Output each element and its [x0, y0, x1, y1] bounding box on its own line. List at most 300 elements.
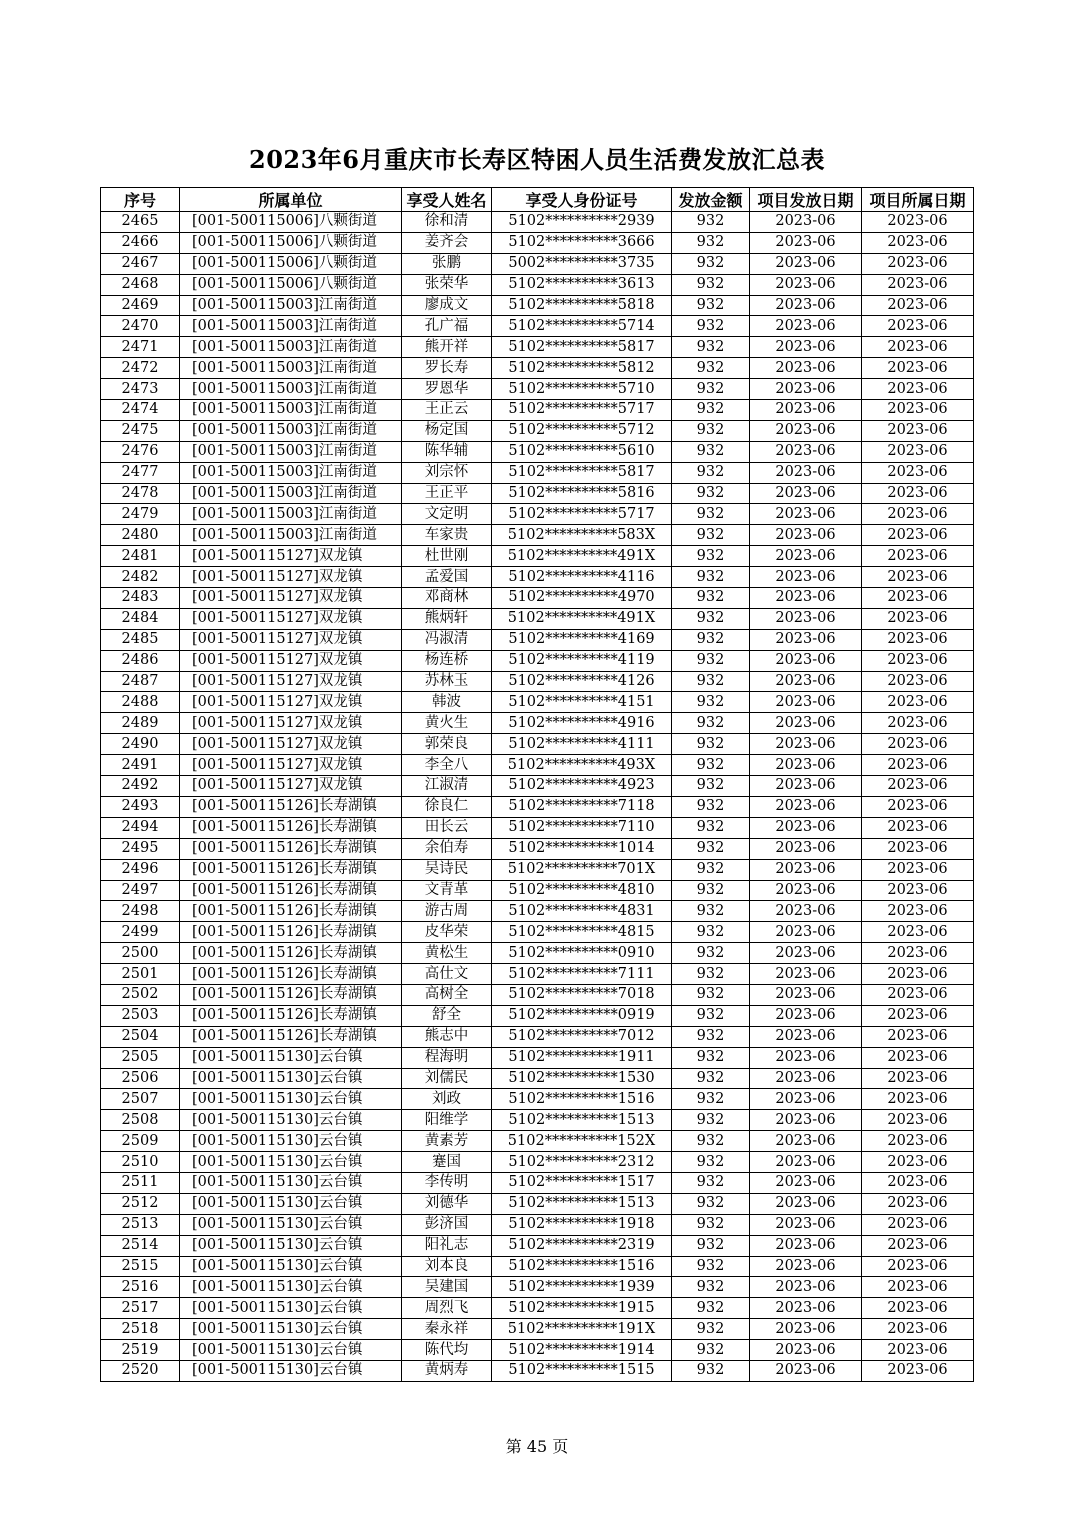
period-date-cell: 2023-06 [862, 1026, 974, 1047]
period-date-cell: 2023-06 [862, 400, 974, 421]
name-cell: 游古周 [402, 901, 492, 922]
serial-cell: 2520 [101, 1360, 180, 1381]
serial-cell: 2480 [101, 525, 180, 546]
id-number-cell: 5102**********1911 [492, 1047, 672, 1068]
table-row [101, 755, 974, 776]
unit-cell: [001-500115130]云台镇 [180, 1360, 402, 1381]
amount-cell: 932 [672, 629, 750, 650]
unit-cell: [001-500115126]长寿湖镇 [180, 1005, 402, 1026]
unit-cell: [001-500115126]长寿湖镇 [180, 838, 402, 859]
serial-cell: 2466 [101, 232, 180, 253]
table-row [101, 1172, 974, 1193]
serial-cell: 2489 [101, 713, 180, 734]
payment-date-cell: 2023-06 [750, 734, 862, 755]
id-number-cell: 5102**********491X [492, 546, 672, 567]
unit-cell: [001-500115130]云台镇 [180, 1319, 402, 1340]
id-number-cell: 5102**********1513 [492, 1193, 672, 1214]
serial-cell: 2491 [101, 755, 180, 776]
serial-cell: 2482 [101, 567, 180, 588]
name-cell: 罗恩华 [402, 379, 492, 400]
unit-cell: [001-500115130]云台镇 [180, 1131, 402, 1152]
amount-cell: 932 [672, 1110, 750, 1131]
table-row [101, 1026, 974, 1047]
amount-cell: 932 [672, 337, 750, 358]
payment-date-cell: 2023-06 [750, 1298, 862, 1319]
unit-cell: [001-500115126]长寿湖镇 [180, 964, 402, 985]
amount-cell: 932 [672, 1235, 750, 1256]
amount-cell: 932 [672, 462, 750, 483]
period-date-cell: 2023-06 [862, 525, 974, 546]
serial-cell: 2488 [101, 692, 180, 713]
id-number-cell: 5102**********5817 [492, 337, 672, 358]
unit-cell: [001-500115127]双龙镇 [180, 546, 402, 567]
payment-date-cell: 2023-06 [750, 1152, 862, 1173]
id-number-cell: 5102**********7018 [492, 984, 672, 1005]
name-cell: 周烈飞 [402, 1298, 492, 1319]
table-row [101, 1193, 974, 1214]
payment-date-cell: 2023-06 [750, 964, 862, 985]
amount-cell: 932 [672, 671, 750, 692]
period-date-cell: 2023-06 [862, 671, 974, 692]
payment-date-cell: 2023-06 [750, 1131, 862, 1152]
name-cell: 张鹏 [402, 253, 492, 274]
table-row [101, 337, 974, 358]
id-number-cell: 5102**********5717 [492, 400, 672, 421]
amount-cell: 932 [672, 796, 750, 817]
unit-cell: [001-500115127]双龙镇 [180, 608, 402, 629]
serial-cell: 2496 [101, 859, 180, 880]
unit-cell: [001-500115127]双龙镇 [180, 734, 402, 755]
amount-cell: 932 [672, 212, 750, 233]
serial-cell: 2503 [101, 1005, 180, 1026]
serial-cell: 2484 [101, 608, 180, 629]
serial-cell: 2510 [101, 1152, 180, 1173]
payment-date-cell: 2023-06 [750, 588, 862, 609]
id-number-cell: 5102**********1918 [492, 1214, 672, 1235]
serial-cell: 2519 [101, 1340, 180, 1361]
serial-cell: 2513 [101, 1214, 180, 1235]
unit-cell: [001-500115126]长寿湖镇 [180, 796, 402, 817]
table-row [101, 316, 974, 337]
id-number-cell: 5102**********4970 [492, 588, 672, 609]
unit-cell: [001-500115003]江南街道 [180, 420, 402, 441]
period-date-cell: 2023-06 [862, 1089, 974, 1110]
header-payment-date: 项目发放日期 [750, 188, 862, 212]
serial-cell: 2470 [101, 316, 180, 337]
amount-cell: 932 [672, 901, 750, 922]
payment-date-cell: 2023-06 [750, 817, 862, 838]
amount-cell: 932 [672, 567, 750, 588]
payment-date-cell: 2023-06 [750, 379, 862, 400]
payment-date-cell: 2023-06 [750, 212, 862, 233]
period-date-cell: 2023-06 [862, 943, 974, 964]
payment-date-cell: 2023-06 [750, 1360, 862, 1381]
serial-cell: 2468 [101, 274, 180, 295]
payment-date-cell: 2023-06 [750, 358, 862, 379]
id-number-cell: 5102**********4111 [492, 734, 672, 755]
id-number-cell: 5102**********2312 [492, 1152, 672, 1173]
table-row [101, 713, 974, 734]
name-cell: 皮华荣 [402, 922, 492, 943]
table-row [101, 212, 974, 233]
period-date-cell: 2023-06 [862, 880, 974, 901]
table-row [101, 943, 974, 964]
id-number-cell: 5102**********1915 [492, 1298, 672, 1319]
id-number-cell: 5102**********1914 [492, 1340, 672, 1361]
id-number-cell: 5102**********7012 [492, 1026, 672, 1047]
id-number-cell: 5102**********493X [492, 755, 672, 776]
table-row [101, 1005, 974, 1026]
name-cell: 彭济国 [402, 1214, 492, 1235]
name-cell: 高仕文 [402, 964, 492, 985]
table-row [101, 1047, 974, 1068]
amount-cell: 932 [672, 984, 750, 1005]
id-number-cell: 5102**********3666 [492, 232, 672, 253]
id-number-cell: 5102**********5812 [492, 358, 672, 379]
payment-date-cell: 2023-06 [750, 337, 862, 358]
unit-cell: [001-500115130]云台镇 [180, 1172, 402, 1193]
header-period-date: 项目所属日期 [862, 188, 974, 212]
name-cell: 韩波 [402, 692, 492, 713]
table-row [101, 379, 974, 400]
table-row [101, 922, 974, 943]
payment-date-cell: 2023-06 [750, 629, 862, 650]
period-date-cell: 2023-06 [862, 483, 974, 504]
amount-cell: 932 [672, 608, 750, 629]
id-number-cell: 5102**********191X [492, 1319, 672, 1340]
serial-cell: 2495 [101, 838, 180, 859]
serial-cell: 2508 [101, 1110, 180, 1131]
period-date-cell: 2023-06 [862, 337, 974, 358]
amount-cell: 932 [672, 880, 750, 901]
serial-cell: 2465 [101, 212, 180, 233]
table-row [101, 483, 974, 504]
unit-cell: [001-500115126]长寿湖镇 [180, 943, 402, 964]
amount-cell: 932 [672, 1256, 750, 1277]
serial-cell: 2498 [101, 901, 180, 922]
period-date-cell: 2023-06 [862, 1256, 974, 1277]
payment-date-cell: 2023-06 [750, 483, 862, 504]
table-row [101, 964, 974, 985]
serial-cell: 2474 [101, 400, 180, 421]
unit-cell: [001-500115127]双龙镇 [180, 713, 402, 734]
amount-cell: 932 [672, 295, 750, 316]
payment-date-cell: 2023-06 [750, 462, 862, 483]
serial-cell: 2499 [101, 922, 180, 943]
table-row [101, 1089, 974, 1110]
amount-cell: 932 [672, 1340, 750, 1361]
payment-date-cell: 2023-06 [750, 713, 862, 734]
id-number-cell: 5102**********5816 [492, 483, 672, 504]
table-row [101, 588, 974, 609]
unit-cell: [001-500115130]云台镇 [180, 1068, 402, 1089]
payment-date-cell: 2023-06 [750, 943, 862, 964]
name-cell: 阳礼志 [402, 1235, 492, 1256]
id-number-cell: 5102**********491X [492, 608, 672, 629]
name-cell: 杜世刚 [402, 546, 492, 567]
unit-cell: [001-500115126]长寿湖镇 [180, 859, 402, 880]
period-date-cell: 2023-06 [862, 1131, 974, 1152]
payment-date-cell: 2023-06 [750, 232, 862, 253]
unit-cell: [001-500115130]云台镇 [180, 1340, 402, 1361]
amount-cell: 932 [672, 943, 750, 964]
period-date-cell: 2023-06 [862, 358, 974, 379]
header-serial: 序号 [101, 188, 180, 212]
unit-cell: [001-500115130]云台镇 [180, 1193, 402, 1214]
table-row [101, 546, 974, 567]
payment-date-cell: 2023-06 [750, 901, 862, 922]
name-cell: 邓商林 [402, 588, 492, 609]
name-cell: 黄素芳 [402, 1131, 492, 1152]
name-cell: 车家贵 [402, 525, 492, 546]
payment-date-cell: 2023-06 [750, 692, 862, 713]
amount-cell: 932 [672, 859, 750, 880]
id-number-cell: 5102**********1516 [492, 1256, 672, 1277]
name-cell: 王正云 [402, 400, 492, 421]
table-row [101, 608, 974, 629]
serial-cell: 2518 [101, 1319, 180, 1340]
period-date-cell: 2023-06 [862, 546, 974, 567]
period-date-cell: 2023-06 [862, 1235, 974, 1256]
serial-cell: 2512 [101, 1193, 180, 1214]
name-cell: 杨定国 [402, 420, 492, 441]
payment-date-cell: 2023-06 [750, 504, 862, 525]
id-number-cell: 5102**********1517 [492, 1172, 672, 1193]
table-row [101, 1068, 974, 1089]
payment-date-cell: 2023-06 [750, 796, 862, 817]
name-cell: 吴诗民 [402, 859, 492, 880]
period-date-cell: 2023-06 [862, 232, 974, 253]
period-date-cell: 2023-06 [862, 274, 974, 295]
unit-cell: [001-500115127]双龙镇 [180, 567, 402, 588]
table-row [101, 1360, 974, 1381]
unit-cell: [001-500115130]云台镇 [180, 1110, 402, 1131]
name-cell: 江淑清 [402, 776, 492, 797]
id-number-cell: 5102**********0910 [492, 943, 672, 964]
payment-date-cell: 2023-06 [750, 1047, 862, 1068]
amount-cell: 932 [672, 1131, 750, 1152]
amount-cell: 932 [672, 964, 750, 985]
name-cell: 苏林玉 [402, 671, 492, 692]
payment-date-cell: 2023-06 [750, 608, 862, 629]
page-number: 第 45 页 [505, 1437, 569, 1456]
name-cell: 廖成文 [402, 295, 492, 316]
payment-date-cell: 2023-06 [750, 1089, 862, 1110]
table-row [101, 1298, 974, 1319]
header-amount: 发放金额 [672, 188, 750, 212]
unit-cell: [001-500115003]江南街道 [180, 358, 402, 379]
payment-date-cell: 2023-06 [750, 1068, 862, 1089]
serial-cell: 2483 [101, 588, 180, 609]
name-cell: 熊开祥 [402, 337, 492, 358]
unit-cell: [001-500115003]江南街道 [180, 295, 402, 316]
page-title: 2023年6月重庆市长寿区特困人员生活费发放汇总表 [249, 145, 825, 174]
unit-cell: [001-500115003]江南街道 [180, 462, 402, 483]
period-date-cell: 2023-06 [862, 295, 974, 316]
id-number-cell: 5102**********4831 [492, 901, 672, 922]
id-number-cell: 5102**********4810 [492, 880, 672, 901]
amount-cell: 932 [672, 817, 750, 838]
amount-cell: 932 [672, 734, 750, 755]
unit-cell: [001-500115130]云台镇 [180, 1214, 402, 1235]
payment-date-cell: 2023-06 [750, 755, 862, 776]
payment-date-cell: 2023-06 [750, 274, 862, 295]
period-date-cell: 2023-06 [862, 1068, 974, 1089]
amount-cell: 932 [672, 483, 750, 504]
amount-cell: 932 [672, 1152, 750, 1173]
table-row [101, 400, 974, 421]
payment-date-cell: 2023-06 [750, 1214, 862, 1235]
id-number-cell: 5102**********5818 [492, 295, 672, 316]
unit-cell: [001-500115003]江南街道 [180, 400, 402, 421]
name-cell: 冯淑清 [402, 629, 492, 650]
name-cell: 陈代均 [402, 1340, 492, 1361]
payment-date-cell: 2023-06 [750, 922, 862, 943]
period-date-cell: 2023-06 [862, 713, 974, 734]
unit-cell: [001-500115003]江南街道 [180, 525, 402, 546]
amount-cell: 932 [672, 1360, 750, 1381]
table-row [101, 838, 974, 859]
payment-date-cell: 2023-06 [750, 776, 862, 797]
id-number-cell: 5102**********4116 [492, 567, 672, 588]
unit-cell: [001-500115130]云台镇 [180, 1277, 402, 1298]
name-cell: 余伯寿 [402, 838, 492, 859]
payment-date-cell: 2023-06 [750, 1026, 862, 1047]
name-cell: 刘宗怀 [402, 462, 492, 483]
payment-date-cell: 2023-06 [750, 400, 862, 421]
amount-cell: 932 [672, 755, 750, 776]
payment-date-cell: 2023-06 [750, 671, 862, 692]
serial-cell: 2514 [101, 1235, 180, 1256]
serial-cell: 2469 [101, 295, 180, 316]
amount-cell: 932 [672, 525, 750, 546]
id-number-cell: 5102**********1515 [492, 1360, 672, 1381]
unit-cell: [001-500115003]江南街道 [180, 379, 402, 400]
id-number-cell: 5102**********4169 [492, 629, 672, 650]
unit-cell: [001-500115127]双龙镇 [180, 776, 402, 797]
table-row [101, 880, 974, 901]
period-date-cell: 2023-06 [862, 984, 974, 1005]
table-row [101, 567, 974, 588]
table-row [101, 441, 974, 462]
table-row [101, 984, 974, 1005]
amount-cell: 932 [672, 1172, 750, 1193]
amount-cell: 932 [672, 1214, 750, 1235]
period-date-cell: 2023-06 [862, 1277, 974, 1298]
serial-cell: 2507 [101, 1089, 180, 1110]
payment-date-cell: 2023-06 [750, 546, 862, 567]
table-row [101, 901, 974, 922]
table-row [101, 1110, 974, 1131]
serial-cell: 2493 [101, 796, 180, 817]
amount-cell: 932 [672, 692, 750, 713]
unit-cell: [001-500115126]长寿湖镇 [180, 901, 402, 922]
serial-cell: 2500 [101, 943, 180, 964]
table-row [101, 671, 974, 692]
amount-cell: 932 [672, 1193, 750, 1214]
unit-cell: [001-500115127]双龙镇 [180, 671, 402, 692]
amount-cell: 932 [672, 1277, 750, 1298]
id-number-cell: 5102**********0919 [492, 1005, 672, 1026]
serial-cell: 2490 [101, 734, 180, 755]
id-number-cell: 5002**********3735 [492, 253, 672, 274]
serial-cell: 2476 [101, 441, 180, 462]
table-row [101, 504, 974, 525]
unit-cell: [001-500115126]长寿湖镇 [180, 984, 402, 1005]
id-number-cell: 5102**********5710 [492, 379, 672, 400]
table-row [101, 1256, 974, 1277]
id-number-cell: 5102**********4923 [492, 776, 672, 797]
period-date-cell: 2023-06 [862, 441, 974, 462]
id-number-cell: 5102**********7110 [492, 817, 672, 838]
unit-cell: [001-500115003]江南街道 [180, 504, 402, 525]
payment-date-cell: 2023-06 [750, 567, 862, 588]
period-date-cell: 2023-06 [862, 462, 974, 483]
payment-date-cell: 2023-06 [750, 1277, 862, 1298]
name-cell: 文定明 [402, 504, 492, 525]
period-date-cell: 2023-06 [862, 420, 974, 441]
period-date-cell: 2023-06 [862, 253, 974, 274]
period-date-cell: 2023-06 [862, 650, 974, 671]
name-cell: 秦永祥 [402, 1319, 492, 1340]
name-cell: 文青革 [402, 880, 492, 901]
serial-cell: 2481 [101, 546, 180, 567]
serial-cell: 2475 [101, 420, 180, 441]
period-date-cell: 2023-06 [862, 817, 974, 838]
id-number-cell: 5102**********4126 [492, 671, 672, 692]
table-row [101, 629, 974, 650]
table-row [101, 796, 974, 817]
name-cell: 王正平 [402, 483, 492, 504]
unit-cell: [001-500115126]长寿湖镇 [180, 1026, 402, 1047]
name-cell: 刘德华 [402, 1193, 492, 1214]
serial-cell: 2479 [101, 504, 180, 525]
id-number-cell: 5102**********5714 [492, 316, 672, 337]
period-date-cell: 2023-06 [862, 755, 974, 776]
period-date-cell: 2023-06 [862, 692, 974, 713]
amount-cell: 932 [672, 1047, 750, 1068]
amount-cell: 932 [672, 441, 750, 462]
table-row [101, 295, 974, 316]
amount-cell: 932 [672, 379, 750, 400]
period-date-cell: 2023-06 [862, 734, 974, 755]
payment-date-cell: 2023-06 [750, 1340, 862, 1361]
id-number-cell: 5102**********5817 [492, 462, 672, 483]
period-date-cell: 2023-06 [862, 1152, 974, 1173]
name-cell: 熊炳轩 [402, 608, 492, 629]
unit-cell: [001-500115130]云台镇 [180, 1235, 402, 1256]
table-row [101, 817, 974, 838]
name-cell: 刘政 [402, 1089, 492, 1110]
table-row [101, 1340, 974, 1361]
unit-cell: [001-500115126]长寿湖镇 [180, 922, 402, 943]
unit-cell: [001-500115126]长寿湖镇 [180, 817, 402, 838]
table-row [101, 1277, 974, 1298]
table-row [101, 650, 974, 671]
name-cell: 刘儒民 [402, 1068, 492, 1089]
unit-cell: [001-500115127]双龙镇 [180, 629, 402, 650]
serial-cell: 2511 [101, 1172, 180, 1193]
disbursement-table [100, 187, 974, 1382]
unit-cell: [001-500115130]云台镇 [180, 1256, 402, 1277]
amount-cell: 932 [672, 400, 750, 421]
name-cell: 黄炳寿 [402, 1360, 492, 1381]
payment-date-cell: 2023-06 [750, 525, 862, 546]
name-cell: 张荣华 [402, 274, 492, 295]
payment-date-cell: 2023-06 [750, 1256, 862, 1277]
amount-cell: 932 [672, 713, 750, 734]
serial-cell: 2478 [101, 483, 180, 504]
